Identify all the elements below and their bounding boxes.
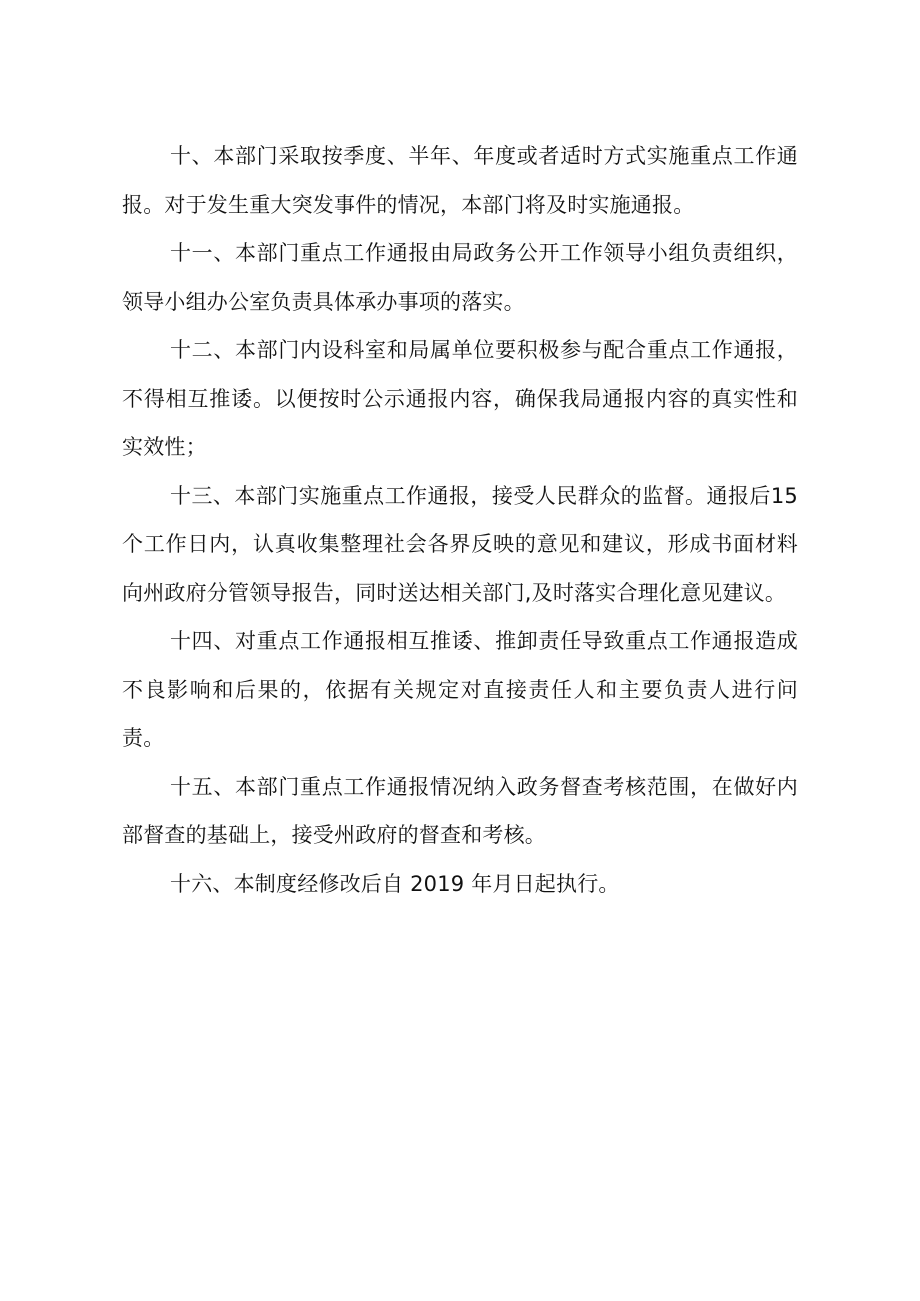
paragraph-article-10: 十、本部门采取按季度、半年、年度或者适时方式实施重点工作通报。对于发生重大突发事件的情况，本部门将及时实施通报。 xyxy=(122,144,798,217)
paragraph-article-16: 十六、本制度经修改后自 2019 年月日起执行。 xyxy=(170,871,620,896)
paragraph-article-13: 十三、本部门实施重点工作通报，接受人民群众的监督。通报后15 个工作日内，认真收集整理社会各界反映的意见和建议，形成书面材料向州政府分管领导报告，同时送达相关部门,及时落实合理化意见建议。 xyxy=(122,483,798,605)
paragraph-article-11: 十一、本部门重点工作通报由局政务公开工作领导小组负责组织，领导小组办公室负责具体承办事项的落实。 xyxy=(122,241,798,314)
paragraph-article-15: 十五、本部门重点工作通报情况纳入政务督查考核范围，在做好内部督查的基础上，接受州政府的督查和考核。 xyxy=(122,774,798,847)
paragraph-article-14: 十四、对重点工作通报相互推诿、推卸责任导致重点工作通报造成不良影响和后果的，依据有关规定对直接责任人和主要负责人进行问责。 xyxy=(122,629,798,750)
document-body xyxy=(122,132,798,908)
paragraph-article-12: 十二、本部门内设科室和局属单位要积极参与配合重点工作通报，不得相互推诿。以便按时公示通报内容，确保我局通报内容的真实性和实效性； xyxy=(122,338,798,459)
